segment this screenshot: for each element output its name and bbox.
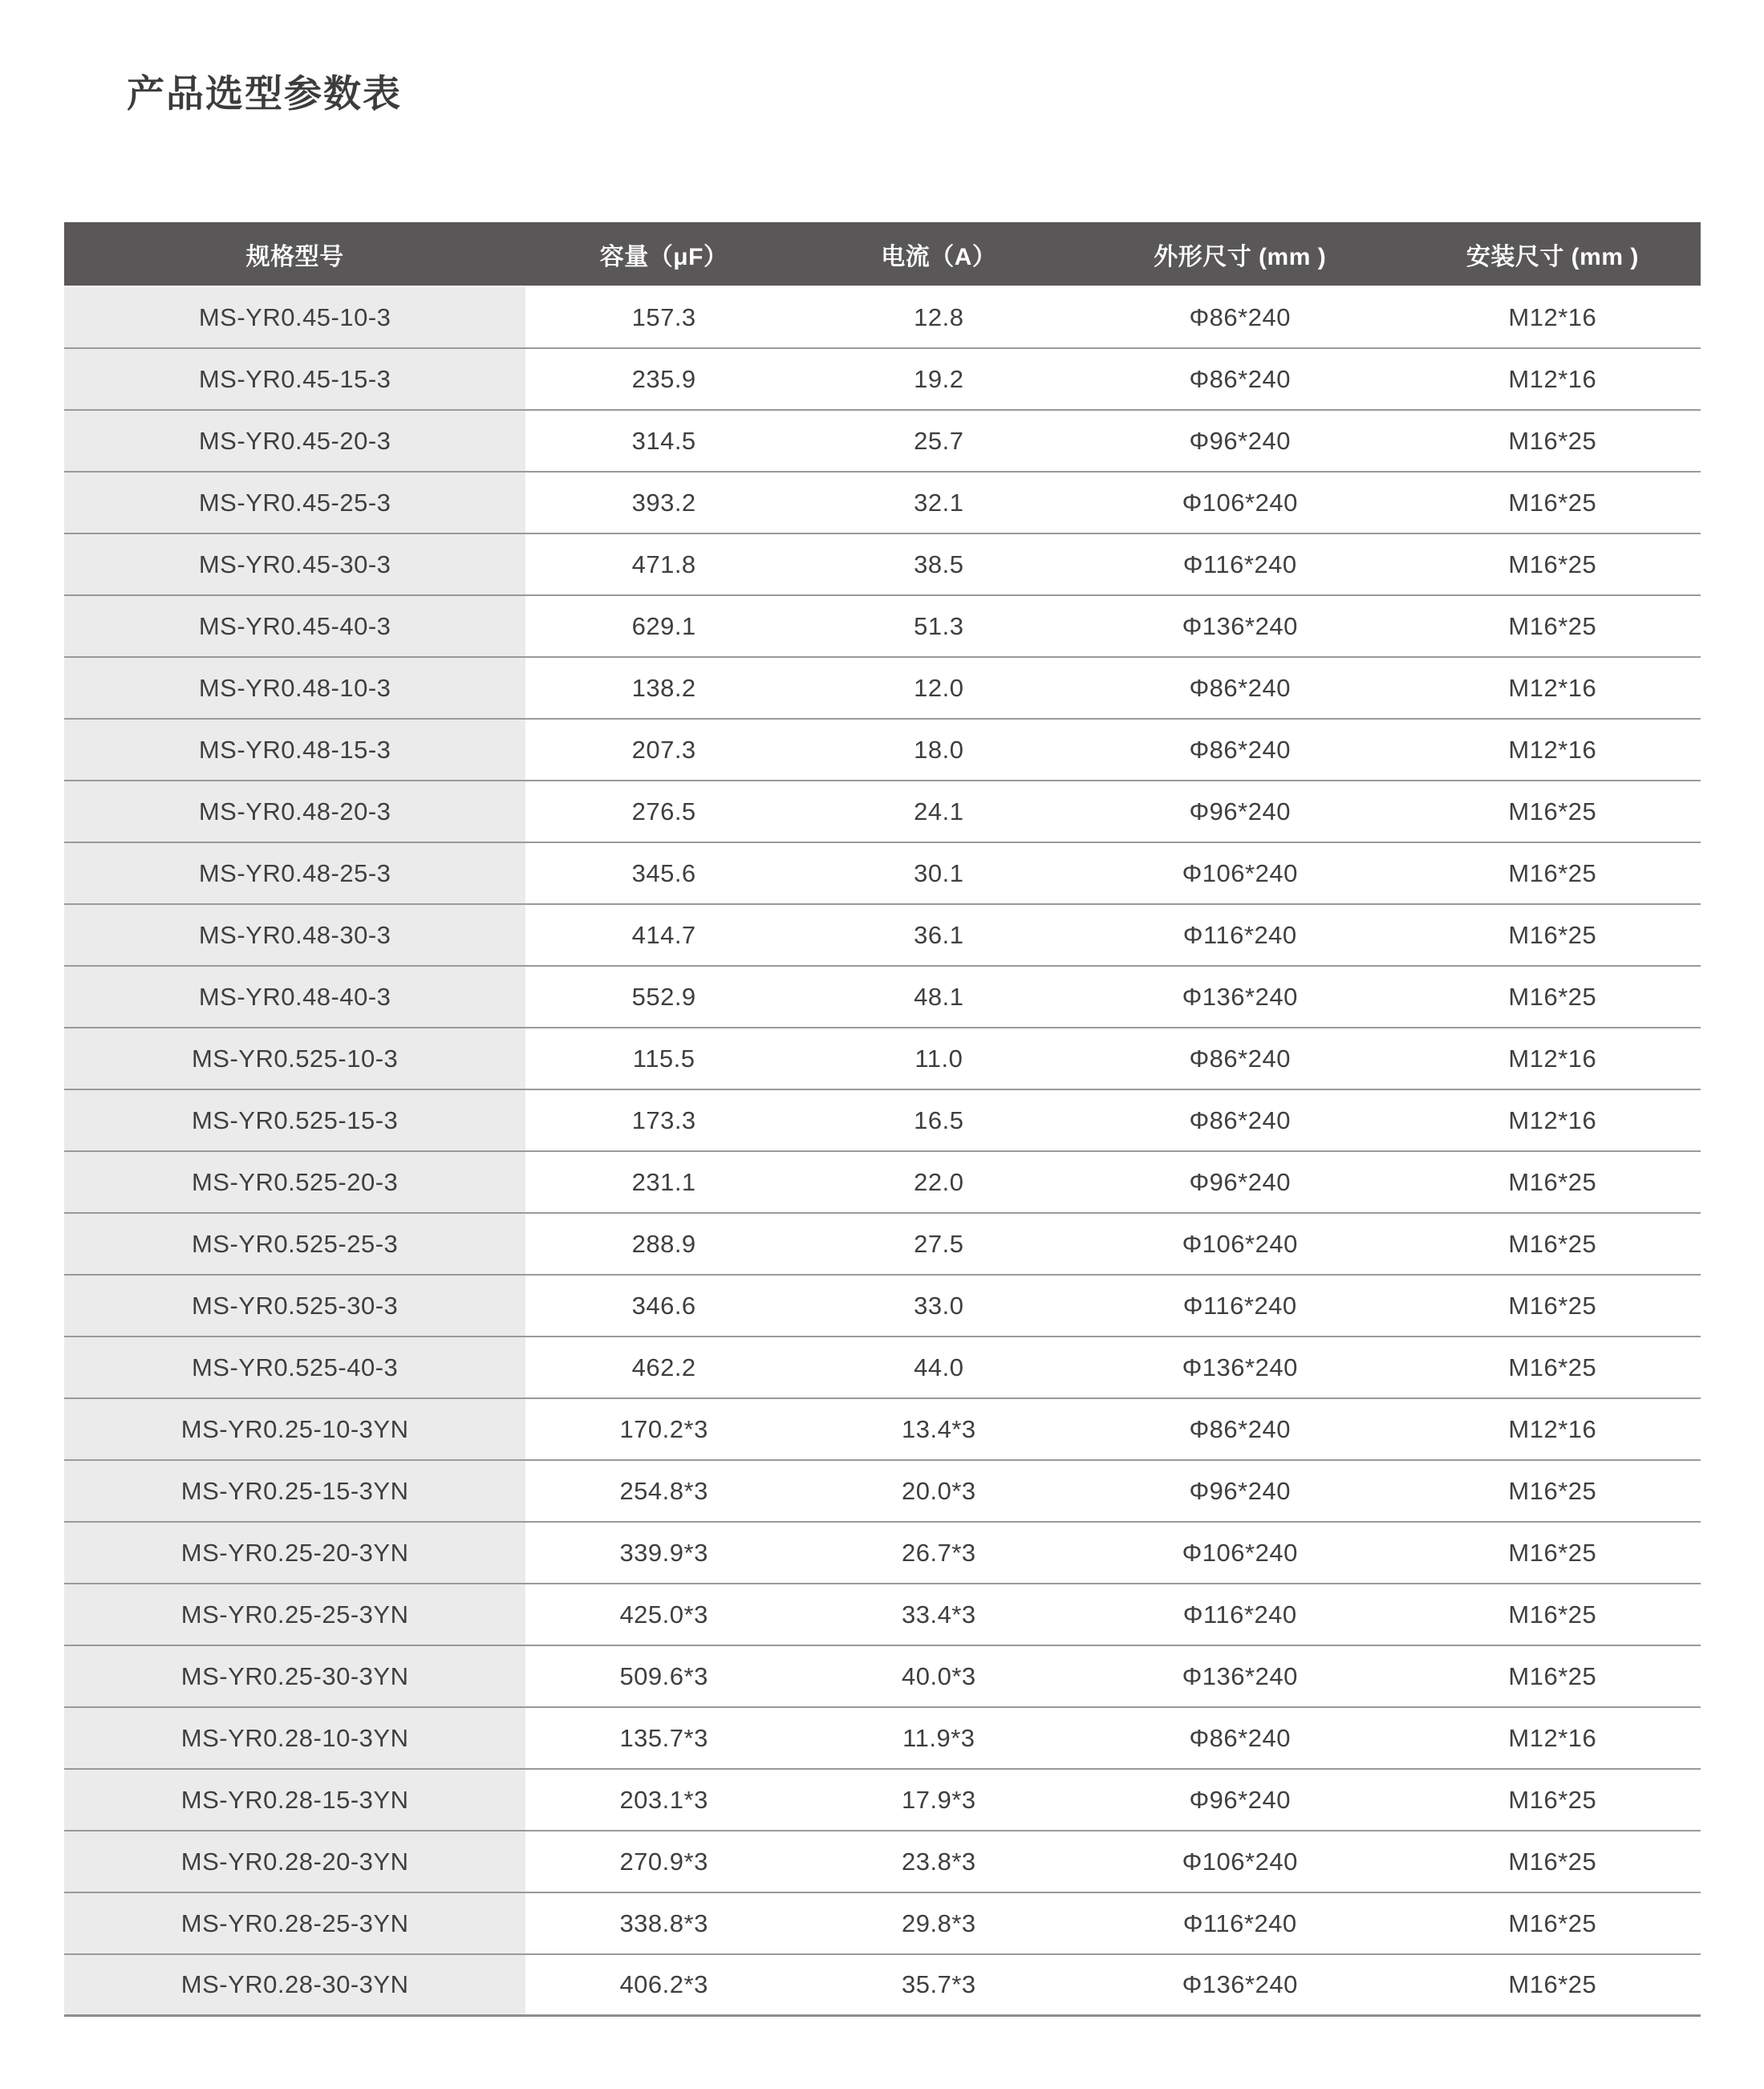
table-body	[64, 287, 1701, 2017]
capacity-cell: 346.6	[631, 1291, 696, 1320]
model-cell: MS-YR0.48-15-3	[64, 720, 525, 780]
current-cell: 17.9*3	[902, 1785, 976, 1814]
table-row	[64, 534, 1701, 596]
capacity-cell: 339.9*3	[619, 1538, 708, 1567]
dimensions-cell: Φ96*240	[1189, 1476, 1291, 1505]
dimensions-cell: Φ86*240	[1189, 302, 1291, 331]
model-cell: MS-YR0.25-15-3YN	[64, 1461, 525, 1521]
capacity-cell: 471.8	[631, 550, 696, 578]
mounting-cell: M12*16	[1508, 1723, 1597, 1752]
capacity-cell: 509.6*3	[619, 1661, 708, 1690]
table-row	[64, 720, 1701, 781]
capacity-cell: 314.5	[631, 426, 696, 455]
dimensions-cell: Φ136*240	[1182, 1661, 1298, 1690]
dimensions-cell: Φ96*240	[1189, 426, 1291, 455]
capacity-cell: 203.1*3	[619, 1785, 708, 1814]
model-cell: MS-YR0.45-15-3	[64, 349, 525, 409]
mounting-cell: M12*16	[1508, 735, 1597, 764]
model-cell: MS-YR0.525-40-3	[64, 1337, 525, 1397]
capacity-cell: 115.5	[632, 1044, 695, 1073]
current-cell: 13.4*3	[902, 1414, 976, 1443]
table-row	[64, 1955, 1701, 2017]
table-header-row	[64, 222, 1701, 287]
dimensions-cell: Φ136*240	[1182, 611, 1298, 640]
mounting-cell: M16*25	[1508, 1970, 1597, 1998]
capacity-cell: 270.9*3	[619, 1847, 708, 1876]
dimensions-cell: Φ106*240	[1182, 1538, 1298, 1567]
table-row	[64, 1461, 1701, 1523]
table-row	[64, 1646, 1701, 1708]
capacity-cell: 406.2*3	[619, 1970, 708, 1998]
model-cell: MS-YR0.28-25-3YN	[64, 1893, 525, 1953]
model-cell: MS-YR0.28-20-3YN	[64, 1831, 525, 1892]
table-row	[64, 1028, 1701, 1090]
col-header-current: 电流（A）	[881, 243, 997, 270]
current-cell: 20.0*3	[902, 1476, 976, 1505]
mounting-cell: M16*25	[1508, 858, 1597, 887]
capacity-cell: 425.0*3	[619, 1600, 708, 1629]
current-cell: 11.9*3	[902, 1723, 975, 1752]
dimensions-cell: Φ136*240	[1182, 1970, 1298, 1998]
model-cell: MS-YR0.525-15-3	[64, 1090, 525, 1150]
table-row	[64, 1090, 1701, 1152]
model-cell: MS-YR0.45-25-3	[64, 473, 525, 533]
current-cell: 16.5	[914, 1105, 964, 1134]
capacity-cell: 135.7*3	[619, 1723, 708, 1752]
capacity-cell: 173.3	[631, 1105, 696, 1134]
current-cell: 12.8	[914, 302, 964, 331]
table-row	[64, 1337, 1701, 1399]
col-header-model: 规格型号	[245, 243, 344, 270]
dimensions-cell: Φ106*240	[1182, 858, 1298, 887]
model-cell: MS-YR0.25-30-3YN	[64, 1646, 525, 1706]
mounting-cell: M16*25	[1508, 1600, 1597, 1629]
table-row	[64, 1399, 1701, 1461]
current-cell: 35.7*3	[902, 1970, 976, 1998]
capacity-cell: 138.2	[631, 673, 696, 702]
capacity-cell: 393.2	[631, 488, 696, 517]
dimensions-cell: Φ116*240	[1182, 1291, 1297, 1320]
capacity-cell: 170.2*3	[619, 1414, 708, 1443]
mounting-cell: M16*25	[1508, 1167, 1597, 1196]
current-cell: 40.0*3	[902, 1661, 976, 1690]
table-row	[64, 411, 1701, 473]
model-cell: MS-YR0.48-10-3	[64, 658, 525, 718]
table-row	[64, 1893, 1701, 1955]
capacity-cell: 157.3	[631, 302, 696, 331]
table-row	[64, 1214, 1701, 1276]
mounting-cell: M16*25	[1508, 611, 1597, 640]
mounting-cell: M12*16	[1508, 302, 1597, 331]
model-cell: MS-YR0.525-10-3	[64, 1028, 525, 1089]
model-cell: MS-YR0.48-30-3	[64, 905, 525, 965]
page-title: 产品选型参数表	[127, 72, 402, 115]
dimensions-cell: Φ116*240	[1182, 920, 1297, 949]
capacity-cell: 345.6	[631, 858, 696, 887]
table-row	[64, 1523, 1701, 1584]
dimensions-cell: Φ106*240	[1182, 1229, 1298, 1258]
mounting-cell: M16*25	[1508, 488, 1597, 517]
dimensions-cell: Φ96*240	[1189, 1167, 1291, 1196]
current-cell: 32.1	[914, 488, 964, 517]
table-row	[64, 596, 1701, 658]
model-cell: MS-YR0.525-20-3	[64, 1152, 525, 1212]
capacity-cell: 235.9	[631, 364, 696, 393]
model-cell: MS-YR0.48-25-3	[64, 843, 525, 903]
current-cell: 24.1	[914, 797, 964, 825]
current-cell: 51.3	[914, 611, 964, 640]
mounting-cell: M16*25	[1508, 1538, 1597, 1567]
current-cell: 44.0	[914, 1353, 964, 1381]
table-row	[64, 658, 1701, 720]
current-cell: 30.1	[914, 858, 964, 887]
table-row	[64, 1152, 1701, 1214]
current-cell: 33.4*3	[902, 1600, 976, 1629]
table-row	[64, 1708, 1701, 1770]
dimensions-cell: Φ116*240	[1182, 1600, 1297, 1629]
capacity-cell: 552.9	[631, 982, 696, 1011]
dimensions-cell: Φ86*240	[1189, 1044, 1291, 1073]
capacity-cell: 231.1	[631, 1167, 696, 1196]
current-cell: 25.7	[914, 426, 964, 455]
model-cell: MS-YR0.45-40-3	[64, 596, 525, 656]
capacity-cell: 462.2	[631, 1353, 696, 1381]
table-row	[64, 843, 1701, 905]
table-row	[64, 1584, 1701, 1646]
col-header-capacity: 容量（μF）	[599, 243, 728, 270]
mounting-cell: M16*25	[1508, 1847, 1597, 1876]
current-cell: 27.5	[914, 1229, 964, 1258]
product-selection-table	[64, 222, 1701, 2017]
current-cell: 26.7*3	[902, 1538, 976, 1567]
mounting-cell: M16*25	[1508, 1908, 1597, 1937]
mounting-cell: M12*16	[1508, 1414, 1597, 1443]
mounting-cell: M16*25	[1508, 1229, 1597, 1258]
current-cell: 33.0	[914, 1291, 964, 1320]
capacity-cell: 414.7	[631, 920, 696, 949]
table-row	[64, 967, 1701, 1028]
table-row	[64, 781, 1701, 843]
table-row	[64, 905, 1701, 967]
mounting-cell: M16*25	[1508, 920, 1597, 949]
model-cell: MS-YR0.525-30-3	[64, 1276, 525, 1336]
dimensions-cell: Φ96*240	[1189, 1785, 1291, 1814]
current-cell: 48.1	[914, 982, 964, 1011]
model-cell: MS-YR0.45-10-3	[64, 287, 525, 347]
dimensions-cell: Φ106*240	[1182, 488, 1298, 517]
mounting-cell: M12*16	[1508, 1105, 1597, 1134]
capacity-cell: 629.1	[631, 611, 696, 640]
dimensions-cell: Φ96*240	[1189, 797, 1291, 825]
dimensions-cell: Φ116*240	[1182, 1908, 1297, 1937]
model-cell: MS-YR0.45-20-3	[64, 411, 525, 471]
model-cell: MS-YR0.25-25-3YN	[64, 1584, 525, 1645]
current-cell: 12.0	[914, 673, 964, 702]
model-cell: MS-YR0.48-20-3	[64, 781, 525, 842]
mounting-cell: M16*25	[1508, 1661, 1597, 1690]
mounting-cell: M16*25	[1508, 550, 1597, 578]
model-cell: MS-YR0.28-30-3YN	[64, 1955, 525, 2014]
dimensions-cell: Φ86*240	[1189, 1723, 1291, 1752]
table-row	[64, 1276, 1701, 1337]
dimensions-cell: Φ136*240	[1182, 982, 1298, 1011]
dimensions-cell: Φ106*240	[1182, 1847, 1298, 1876]
dimensions-cell: Φ86*240	[1189, 673, 1291, 702]
mounting-cell: M16*25	[1508, 1353, 1597, 1381]
model-cell: MS-YR0.25-10-3YN	[64, 1399, 525, 1459]
current-cell: 18.0	[914, 735, 964, 764]
mounting-cell: M16*25	[1508, 1476, 1597, 1505]
mounting-cell: M16*25	[1508, 982, 1597, 1011]
current-cell: 22.0	[914, 1167, 964, 1196]
col-header-dimensions: 外形尺寸 (mm )	[1154, 243, 1327, 270]
mounting-cell: M16*25	[1508, 797, 1597, 825]
dimensions-cell: Φ86*240	[1189, 364, 1291, 393]
current-cell: 23.8*3	[902, 1847, 976, 1876]
table-row	[64, 1770, 1701, 1831]
current-cell: 11.0	[914, 1044, 963, 1073]
capacity-cell: 254.8*3	[619, 1476, 708, 1505]
capacity-cell: 207.3	[631, 735, 696, 764]
mounting-cell: M12*16	[1508, 364, 1597, 393]
capacity-cell: 288.9	[631, 1229, 696, 1258]
model-cell: MS-YR0.28-10-3YN	[64, 1708, 525, 1768]
dimensions-cell: Φ136*240	[1182, 1353, 1298, 1381]
mounting-cell: M12*16	[1508, 1044, 1597, 1073]
current-cell: 19.2	[914, 364, 964, 393]
table-row	[64, 473, 1701, 534]
model-cell: MS-YR0.45-30-3	[64, 534, 525, 594]
mounting-cell: M16*25	[1508, 1785, 1597, 1814]
model-cell: MS-YR0.525-25-3	[64, 1214, 525, 1274]
mounting-cell: M16*25	[1508, 1291, 1597, 1320]
dimensions-cell: Φ86*240	[1189, 735, 1291, 764]
table-row	[64, 287, 1701, 349]
capacity-cell: 276.5	[631, 797, 696, 825]
table-row	[64, 349, 1701, 411]
dimensions-cell: Φ116*240	[1182, 550, 1297, 578]
model-cell: MS-YR0.25-20-3YN	[64, 1523, 525, 1583]
model-cell: MS-YR0.48-40-3	[64, 967, 525, 1027]
dimensions-cell: Φ86*240	[1189, 1105, 1291, 1134]
table-row	[64, 1831, 1701, 1893]
dimensions-cell: Φ86*240	[1189, 1414, 1291, 1443]
capacity-cell: 338.8*3	[619, 1908, 708, 1937]
current-cell: 29.8*3	[902, 1908, 976, 1937]
current-cell: 38.5	[914, 550, 964, 578]
mounting-cell: M12*16	[1508, 673, 1597, 702]
col-header-mounting: 安装尺寸 (mm )	[1466, 243, 1639, 270]
current-cell: 36.1	[914, 920, 964, 949]
model-cell: MS-YR0.28-15-3YN	[64, 1770, 525, 1830]
mounting-cell: M16*25	[1508, 426, 1597, 455]
